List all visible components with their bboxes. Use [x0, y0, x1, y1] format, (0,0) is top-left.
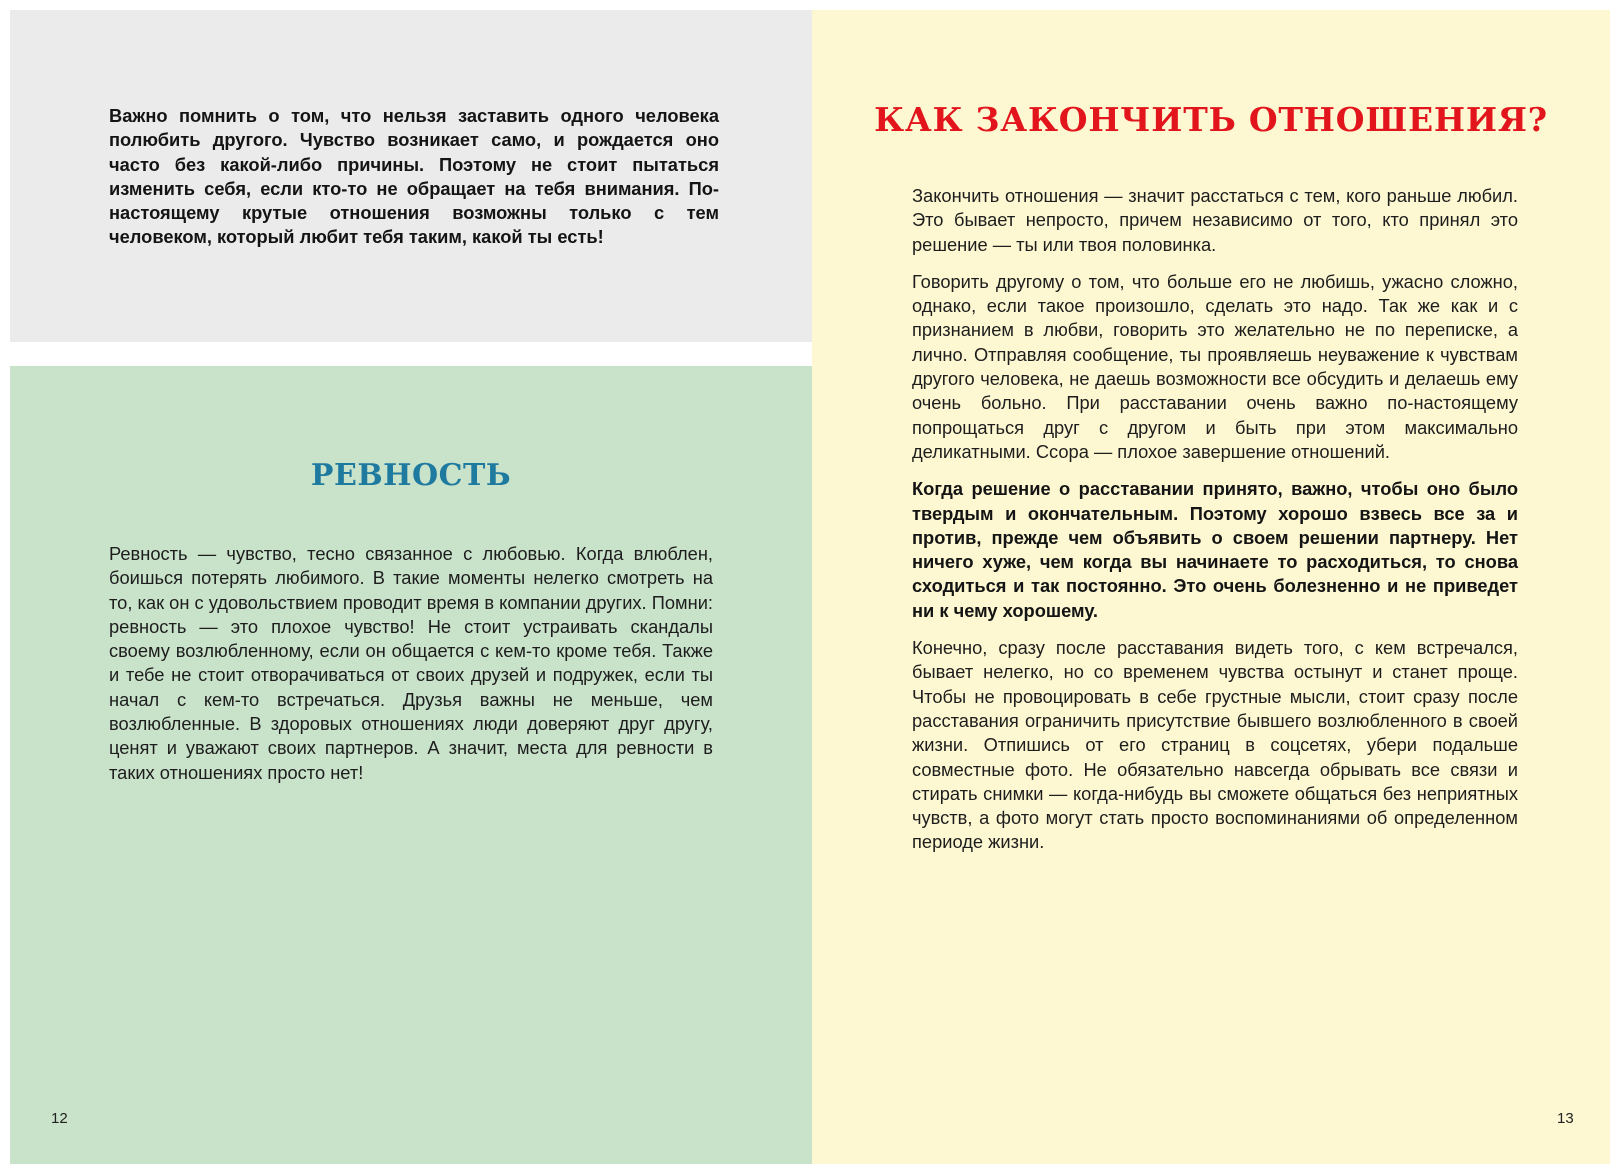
- jealousy-paragraph: Ревность — чувство, тесно связанное с любовью. Когда влюблен, боишься потерять любимого. В такие моменты нелегко смотреть на то, как он с удовольствием проводит время в компании других. Помни: ревность — это плохое чувство! Не стоит устраивать скандалы своему возлюбленному, если он общается с кем-то кроме тебя. Также и тебе не стоит отворачиваться от своих друзей и подружек, если ты начал с кем-то встречаться. Друзья важны не меньше, чем возлюбленные. В здоровых отношениях люди доверяют друг другу, ценят и уважают своих партнеров. А значит, места для ревности в таких отношениях просто нет!: [109, 543, 713, 783]
- page-number-right: 13: [1557, 1110, 1574, 1127]
- ending-paragraph-1: Закончить отношения — значит расстаться с тем, кого раньше любил. Это бывает непросто, причем независимо от того, кто принял это решение — ты или твоя половинка.: [912, 185, 1518, 255]
- ending-paragraph-4: Конечно, сразу после расставания видеть того, с кем встречался, бывает нелегко, но со временем чувства остынут и станет проще. Чтобы не провоцировать в себе грустные мысли, стоит сразу после расставания ограничить присутствие бывшего возлюбленного в своей жизни. Отпишись от его страниц в соцсетях, убери подальше совместные фото. Не обязательно навсегда обрывать все связи и стирать снимки — когда-нибудь вы сможете общаться без неприятных чувств, а фото могут стать просто воспоминаниями об определенном периоде жизни.: [912, 637, 1518, 853]
- ending-paragraph-3: Когда решение о расставании принято, важно, чтобы оно было твердым и окончательным. Поэтому хорошо взвесь все за и против, прежде чем объявить о своем решении партнеру. Нет ничего хуже, чем когда вы начинаете то расходиться, то снова сходиться и так постоянно. Это очень болезненно и не приведет ни к чему хорошему.: [912, 478, 1518, 621]
- jealousy-heading: РЕВНОСТЬ: [310, 458, 512, 493]
- ending-paragraph-2: Говорить другому о том, что больше его не любишь, ужасно сложно, однако, если такое произошло, сделать это надо. Так же как и с признанием в любви, говорить это желательно не по переписке, а лично. Отправляя сообщение, ты проявляешь неуважение к чувствам другого человека, не даешь возможности все обсудить и делаешь ему очень больно. При расставании очень важно по-настоящему попрощаться друг с другом и быть при этом максимально деликатными. Ссора — плохое завершение отношений.: [912, 270, 1518, 462]
- ending-heading: КАК ЗАКОНЧИТЬ ОТНОШЕНИЯ?: [874, 100, 1548, 139]
- page-number-left: 12: [51, 1110, 68, 1127]
- intro-paragraph: Важно помнить о том, что нельзя заставить одного человека полюбить другого. Чувство возникает само, и рождается оно часто без какой-либо причины. Поэтому не стоит пытаться изменить себя, если кто-то не обращает на тебя внимания. По-настоящему крутые отношения возможны только с тем человеком, который любит тебя таким, какой ты есть!: [109, 105, 719, 248]
- ending-body: [912, 184, 1518, 868]
